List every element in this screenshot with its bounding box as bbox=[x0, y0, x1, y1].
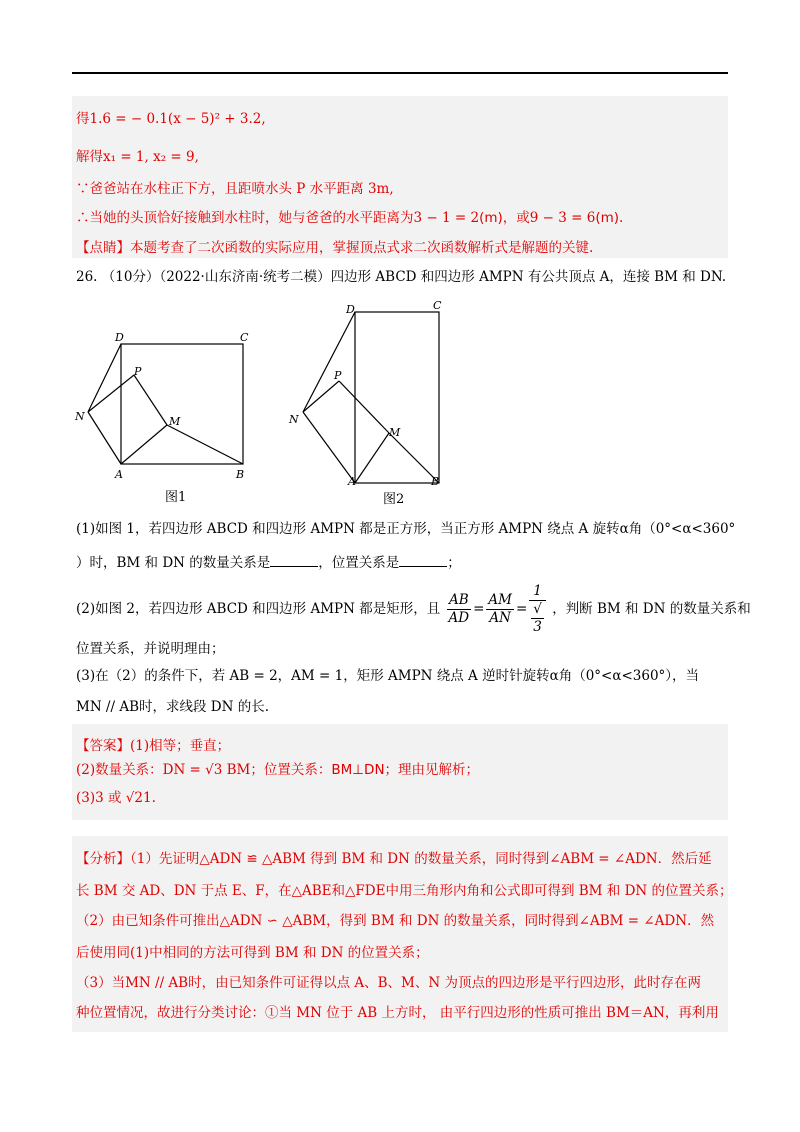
fig2-label-N: N bbox=[289, 413, 299, 426]
analysis-line-5: （3）当MN // AB时，由已知条件可证得以点 A、B、M、N 为顶点的四边形是平行四边形，此时存在两 bbox=[76, 975, 701, 991]
equation: x₁ = 1, x₂ = 9, bbox=[103, 149, 199, 165]
answer-line-1: 【答案】(1)相等；垂直； bbox=[76, 738, 231, 754]
fig2-label-P: P bbox=[334, 369, 342, 382]
fig2-label-D: D bbox=[346, 303, 355, 316]
fraction-am-an: $\frac{AM}{AN}$ bbox=[488, 592, 512, 626]
fig1-label-M: M bbox=[169, 415, 181, 428]
equation: 1.6 = − 0.1(x − 5)² + 3.2, bbox=[89, 111, 266, 127]
problem-header: 26. （10分）（2022·山东济南·统考二模）四边形 ABCD 和四边形 AMPN 有公共顶点 A，连接 BM 和 DN. bbox=[76, 269, 727, 285]
question-1-line-1: (1)如图 1，若四边形 ABCD 和四边形 AMPN 都是正方形，当正方形 AMPN 绕点 A 旋转α角（0°<α<360° bbox=[76, 521, 736, 537]
fig2-label-B: B bbox=[431, 475, 440, 488]
solution-line-2: 解得x₁ = 1, x₂ = 9, bbox=[76, 149, 199, 165]
question-2-line-1: (2)如图 2，若四边形 ABCD 和四边形 AMPN 都是矩形，且 $\frac{AB}{AD}$ = $\frac{AM}{AN}$ = 1 √ 3 ，判断 BM 和 DN 的数量关系和 bbox=[76, 583, 751, 635]
solution-line-1: 得1.6 = − 0.1(x − 5)² + 3.2, bbox=[76, 111, 266, 127]
figure-1-caption: 图1 bbox=[165, 490, 187, 505]
fraction-ab-ad: $\frac{AB}{AD}$ bbox=[448, 592, 470, 626]
question-3-line-2: MN // AB时，求线段 DN 的长. bbox=[76, 699, 269, 715]
answer-line-3: (3)3 或 √21. bbox=[76, 790, 156, 806]
solution-line-4: ∴当她的头顶恰好接触到水柱时，她与爸爸的水平距离为3 − 1 = 2(m)，或9 − 3 = 6(m). bbox=[76, 210, 624, 226]
figure-2 bbox=[285, 295, 460, 505]
fig2-label-C: C bbox=[433, 299, 442, 312]
fraction-one-sqrt3: 1 √ 3 bbox=[529, 583, 546, 636]
question-3-line-1: (3)在（2）的条件下，若 AB = 2，AM = 1，矩形 AMPN 绕点 A 逆时针旋转α角（0°<α<360°），当 bbox=[76, 668, 700, 684]
answer-line-2: (2)数量关系：DN = √3 BM；位置关系：BM⊥DN；理由见解析； bbox=[76, 762, 480, 778]
solution-line-5: 【点睛】本题考查了二次函数的实际应用，掌握顶点式求二次函数解析式是解题的关键. bbox=[76, 240, 594, 256]
analysis-line-4: 后使用同(1)中相同的方法可得到 BM 和 DN 的位置关系； bbox=[76, 945, 429, 961]
fig1-label-B: B bbox=[236, 468, 245, 481]
answer-blank-position bbox=[399, 554, 447, 567]
equation: DN = √3 BM bbox=[162, 762, 251, 778]
answer-blank-quantity bbox=[270, 554, 318, 567]
analysis-line-6: 种位置情况，故进行分类讨论：①当 MN 位于 AB 上方时， 由平行四边形的性质可推出 BM＝AN，再利用 bbox=[76, 1005, 719, 1021]
analysis-line-3: （2）由已知条件可推出△ADN ∽ △ABM，得到 BM 和 DN 的数量关系，同时得到∠ABM = ∠ADN．然 bbox=[76, 913, 715, 929]
fig2-label-A: A bbox=[348, 475, 356, 488]
figure-2-caption: 图2 bbox=[383, 492, 405, 507]
question-2-line-2: 位置关系，并说明理由； bbox=[76, 641, 225, 657]
fig2-label-M: M bbox=[389, 426, 401, 439]
figure-1 bbox=[70, 325, 260, 505]
fig1-label-A: A bbox=[115, 468, 123, 481]
fig1-label-N: N bbox=[75, 410, 85, 423]
question-1-line-2: ）时，BM 和 DN 的数量关系是 ，位置关系是 ； bbox=[76, 555, 461, 571]
analysis-line-2: 长 BM 交 AD、DN 于点 E、F，在△ABE和△FDE中用三角形内角和公式即可得到 BM 和 DN 的位置关系； bbox=[76, 883, 733, 899]
header-rule bbox=[72, 72, 728, 74]
fig1-label-D: D bbox=[115, 331, 124, 344]
analysis-line-1: 【分析】（1）先证明△ADN ≌ △ABM 得到 BM 和 DN 的数量关系，同时得到∠ABM = ∠ADN．然后延 bbox=[76, 851, 712, 867]
fig1-label-C: C bbox=[240, 331, 249, 344]
solution-line-3: ∵爸爸站在水柱正下方，且距喷水头 P 水平距离 3m, bbox=[76, 181, 394, 197]
fig1-label-P: P bbox=[134, 365, 142, 378]
